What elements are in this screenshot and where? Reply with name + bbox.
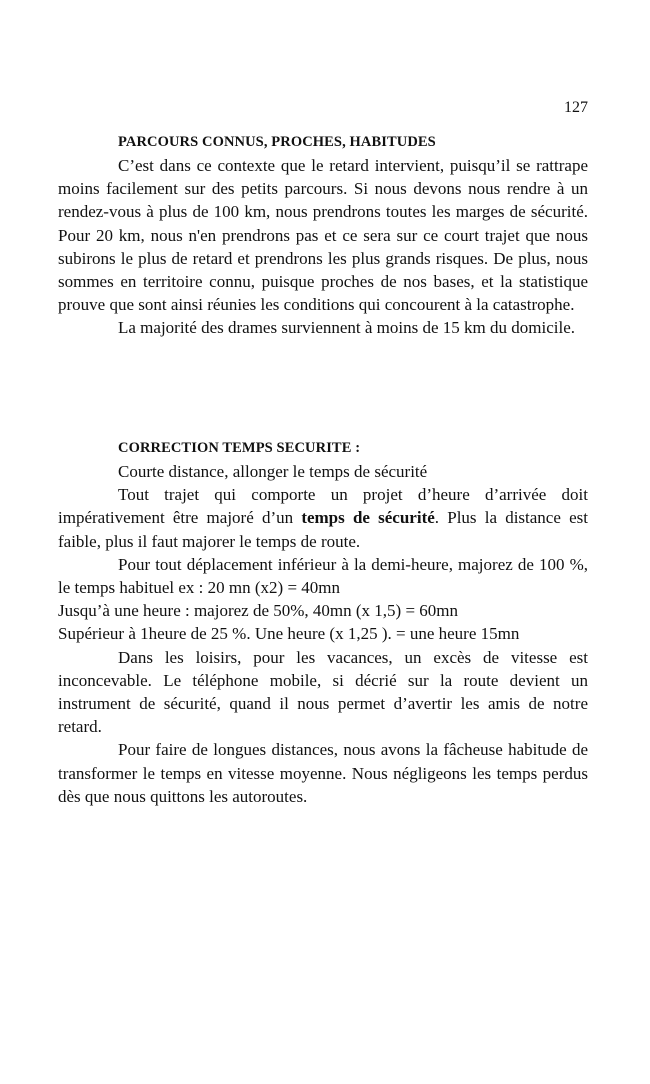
paragraph: Supérieur à 1heure de 25 %. Une heure (x 1,25 ). = une heure 15mn [58,624,520,644]
section-correction [58,438,588,808]
paragraph: Dans les loisirs, pour les vacances, un excès de vitesse est inconcevable. Le téléphone mobile, si décrié sur la route devient un instrument de sécurité, quand il nous permet d’avertir les amis de notre retard. [58,647,588,737]
paragraph: La majorité des drames surviennent à moins de 15 km du domicile. [118,318,575,338]
paragraph: C’est dans ce contexte que le retard intervient, puisqu’il se rattrape moins facilement sur des petits parcours. Si nous devons nous rendre à un rendez-vous à plus de 100 km, nous prendrons toutes les marges de sécurité. Pour 20 km, nous n'en prendrons pas et ce sera sur ce court trajet que nous subirons le plus de retard et prendrons les plus grands risques. De plus, nous sommes en territoire connu, puisque proches de nos bases, et la statistique prouve que sont ainsi réunies les conditions qui concourent à la catastrophe. [58,156,588,315]
section-heading: PARCOURS CONNUS, PROCHES, HABITUDES [118,134,436,150]
section-parcours [58,132,588,340]
text-run: Tout trajet qui comporte un projet d’heure d’arrivée doit impérativement être majoré d’un [58,485,588,528]
paragraph: Jusqu’à une heure : majorez de 50%, 40mn (x 1,5) = 60mn [58,601,459,621]
section-heading: CORRECTION TEMPS SECURITE : [118,440,361,456]
paragraph: Pour faire de longues distances, nous avons la fâcheuse habitude de transformer le temps en vitesse moyenne. Nous négligeons les temps perdus dès que nous quittons les autoroutes. [58,740,588,806]
text-run: . Plus la distance est faible, plus il faut majorer le temps de route. [58,508,588,551]
paragraph [58,483,588,553]
emphasis-text: temps de sécurité [301,508,435,528]
page-number: 127 [564,99,588,116]
paragraph: Pour tout déplacement inférieur à la demi-heure, majorez de 100 %, le temps habituel ex : 20 mn (x2) = 40mn [58,554,588,598]
paragraph: Courte distance, allonger le temps de sécurité [118,462,428,481]
